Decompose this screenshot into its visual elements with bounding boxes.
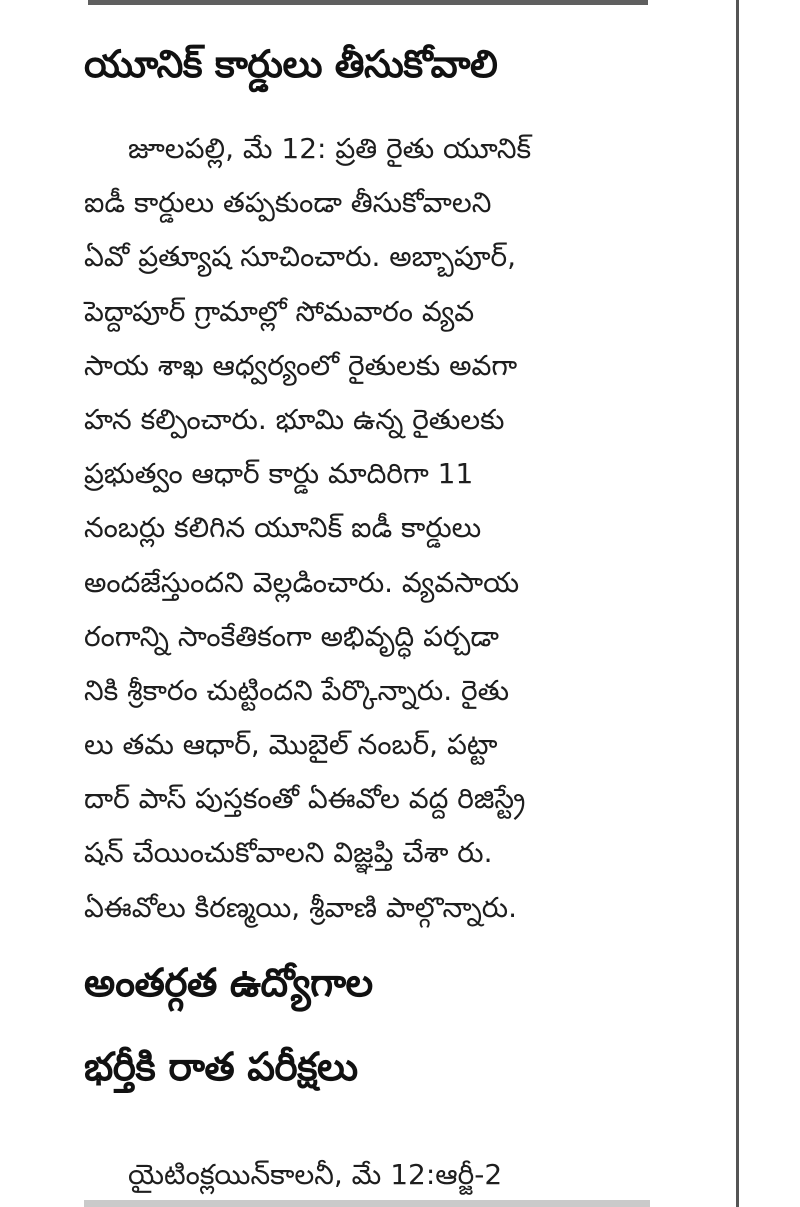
article1-line: దార్ పాస్ పుస్తకంతో ఏఈవోల వద్ద రిజిస్ట్రే (84, 782, 526, 816)
article1-line: షన్ చేయించుకోవాలని విజ్ఞప్తి చేశా రు. (84, 836, 493, 870)
article1-line: ఐడీ కార్డులు తప్పకుండా తీసుకోవాలని (84, 186, 492, 220)
article1-line: సాయ శాఖ ఆధ్వర్యంలో రైతులకు అవగా (84, 348, 518, 382)
right-column-rule (736, 0, 739, 1207)
article2-body (84, 1148, 650, 1202)
article2-headline-line1: అంతర్గత ఉద్యోగాల (84, 961, 373, 1006)
article2-first-line: యైటింక్లయిన్‌కాలనీ, మే 12:ఆర్జీ-2 (128, 1158, 503, 1191)
next-line-cutoff (84, 1200, 650, 1207)
article1-body (84, 122, 650, 935)
article1-line: ప్రభుత్వం ఆధార్ కార్డు మాదిరిగా 11 (84, 457, 474, 491)
article1-line: హన కల్పించారు. భూమి ఉన్న రైతులకు (84, 402, 505, 436)
article2-headline-line2: భర్తీకి రాత పరీక్షలు (84, 1045, 358, 1090)
article1-line: ఏఈవోలు కిరణ్మయి, శ్రీవాణి పాల్గొన్నారు. (84, 890, 518, 924)
article1-line: ఏవో ప్రత్యూష సూచించారు. అబ్బాపూర్, (84, 240, 517, 274)
article1-line: లు తమ ఆధార్, మొబైల్ నంబర్, పట్టా (84, 728, 498, 762)
article1-line: పెద్దాపూర్ గ్రామాల్లో సోమవారం వ్యవ (84, 294, 475, 328)
article1-headline: యూనిక్ కార్డులు తీసుకోవాలి (84, 42, 498, 86)
article1-line: రంగాన్ని సాంకేతికంగా అభివృద్ధి పర్చడా (84, 619, 499, 653)
article1-line: నికి శ్రీకారం చుట్టిందని పేర్కొన్నారు. రైతు (84, 673, 510, 707)
top-column-rule (88, 0, 648, 5)
article1-line: జూలపల్లి, మే 12: ప్రతి రైతు యూనిక్ (128, 132, 532, 165)
article1-line: అందజేస్తుందని వెల్లడించారు. వ్యవసాయ (84, 565, 520, 599)
article1-line: నంబర్లు కలిగిన యూనిక్ ఐడీ కార్డులు (84, 511, 482, 545)
